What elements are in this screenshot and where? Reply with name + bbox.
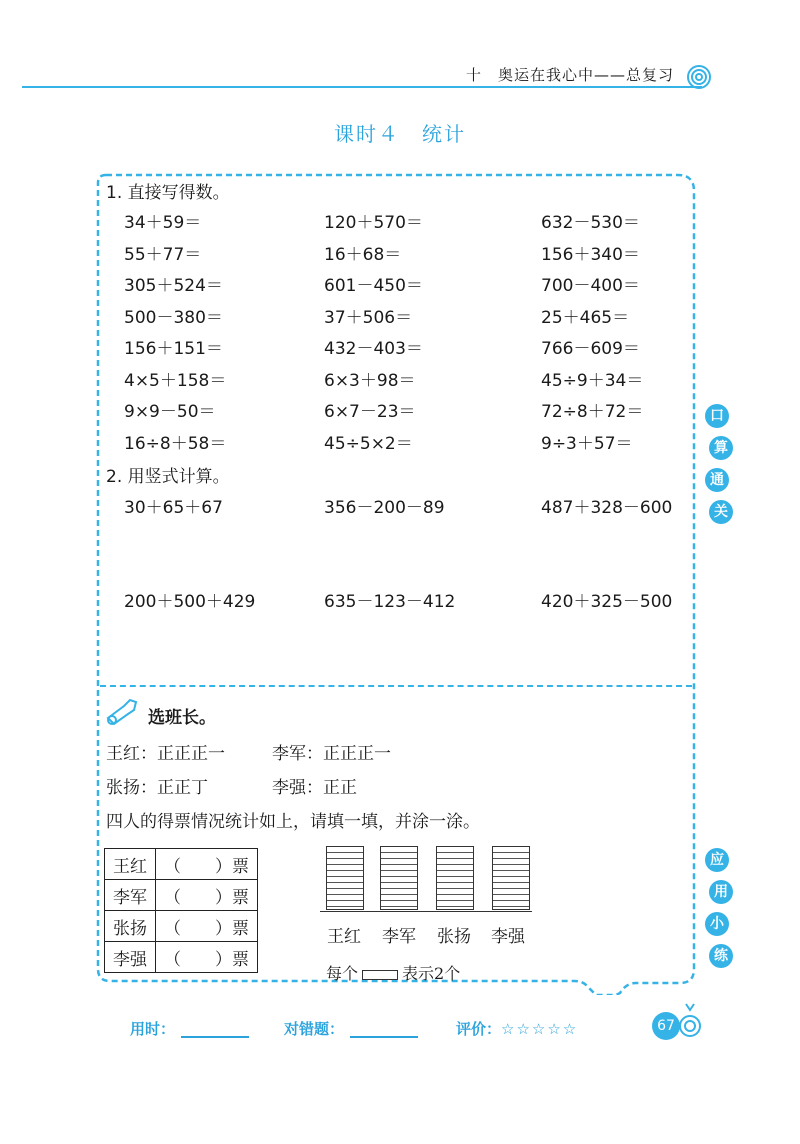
- side-tab-char: 算: [709, 436, 733, 460]
- candidate-name: 王红: [105, 849, 156, 880]
- section1-heading: 1. 直接写得数。: [106, 183, 230, 203]
- vertical-problem: 30＋65＋67: [124, 498, 223, 518]
- side-tab-char: 口: [705, 404, 729, 428]
- correct-field: [284, 1018, 418, 1039]
- math-expression: 6×3＋98＝: [324, 370, 416, 391]
- math-expression: 4×5＋158＝: [124, 370, 227, 391]
- math-expression: 9×9－50＝: [124, 402, 216, 422]
- vote-tally: 李强：正正: [272, 778, 357, 798]
- math-expression: 500－380＝: [124, 307, 223, 328]
- math-expression: 766－609＝: [541, 339, 640, 359]
- vote-table: [104, 848, 258, 973]
- math-expression: 632－530＝: [541, 213, 640, 233]
- vertical-problem: 356－200－89: [324, 498, 445, 518]
- trumpet-icon: [104, 696, 140, 726]
- math-expression: 6×7－23＝: [324, 402, 416, 422]
- vote-tally: 王红：正正正一: [106, 744, 225, 764]
- vertical-problem: 635－123－412: [324, 592, 456, 612]
- side-tab-char: 用: [709, 880, 733, 904]
- math-expression: 432－403＝: [324, 339, 423, 359]
- vote-bar[interactable]: [380, 846, 418, 910]
- vote-bar[interactable]: [436, 846, 474, 910]
- rating-field: [456, 1018, 578, 1039]
- correct-label: 对错题：: [284, 1020, 345, 1038]
- header-rule: [22, 86, 702, 88]
- math-expression: 156＋340＝: [541, 244, 640, 265]
- time-field: [130, 1018, 249, 1039]
- bar-label: 张扬: [437, 927, 471, 947]
- page-number: 67: [652, 1012, 680, 1040]
- math-expression: 305＋524＝: [124, 276, 223, 296]
- section2-heading: 2. 用竖式计算。: [106, 467, 230, 487]
- section-divider: [100, 685, 692, 687]
- vertical-problem: 487＋328－600: [541, 498, 673, 518]
- legend-suffix: 表示2个: [402, 964, 461, 983]
- side-tab-char: 练: [709, 944, 733, 968]
- rating-label: 评价：: [456, 1020, 502, 1038]
- candidate-name: 李军: [105, 880, 156, 911]
- bar-label: 李军: [382, 927, 416, 947]
- vote-bar[interactable]: [492, 846, 530, 910]
- rating-stars[interactable]: ☆☆☆☆☆: [501, 1020, 579, 1038]
- time-label: 用时：: [130, 1020, 176, 1038]
- legend: [326, 961, 460, 984]
- vote-tally: 李军：正正正一: [272, 744, 391, 764]
- chapter-title: 十 奥运在我心中——总复习: [466, 66, 675, 84]
- math-expression: 156＋151＝: [124, 339, 223, 359]
- side-tab-char: 小: [705, 912, 729, 936]
- vertical-problem: 200＋500＋429: [124, 592, 256, 612]
- table-row: [105, 942, 258, 973]
- math-expression: 55＋77＝: [124, 244, 202, 265]
- bar-label: 王红: [327, 927, 361, 947]
- application-heading: 选班长。: [148, 708, 216, 728]
- math-expression: 72÷8＋72＝: [541, 402, 644, 422]
- table-row: [105, 880, 258, 911]
- math-expression: 9÷3＋57＝: [541, 433, 633, 454]
- correct-blank[interactable]: [350, 1022, 418, 1038]
- math-expression: 601－450＝: [324, 276, 423, 296]
- side-tab-char: 关: [709, 500, 733, 524]
- vote-blank[interactable]: （ ）票: [156, 911, 258, 942]
- time-blank[interactable]: [181, 1022, 249, 1038]
- math-expression: 34＋59＝: [124, 213, 202, 233]
- instruction-text: 四人的得票情况统计如上，请填一填，并涂一涂。: [106, 812, 480, 832]
- vote-bar[interactable]: [326, 846, 364, 910]
- vote-blank[interactable]: （ ）票: [156, 849, 258, 880]
- bar-baseline: [320, 911, 532, 912]
- math-expression: 120＋570＝: [324, 213, 423, 233]
- table-row: [105, 911, 258, 942]
- table-row: [105, 849, 258, 880]
- legend-unit-box: [362, 970, 398, 980]
- snail-icon: [676, 1000, 706, 1040]
- math-expression: 45÷9＋34＝: [541, 370, 644, 391]
- vote-tally: 张扬：正正丁: [106, 778, 208, 798]
- candidate-name: 李强: [105, 942, 156, 973]
- page-title: 课时４ 统计: [334, 122, 466, 146]
- vote-blank[interactable]: （ ）票: [156, 942, 258, 973]
- vertical-problem: 420＋325－500: [541, 592, 673, 612]
- candidate-name: 张扬: [105, 911, 156, 942]
- legend-prefix: 每个: [326, 964, 359, 983]
- math-expression: 37＋506＝: [324, 307, 413, 328]
- side-tab-char: 通: [705, 468, 729, 492]
- side-tab-char: 应: [705, 848, 729, 872]
- math-expression: 25＋465＝: [541, 307, 630, 328]
- math-expression: 700－400＝: [541, 276, 640, 296]
- math-expression: 16÷8＋58＝: [124, 433, 227, 454]
- math-expression: 45÷5×2＝: [324, 433, 413, 454]
- bar-label: 李强: [491, 927, 525, 947]
- math-expression: 16＋68＝: [324, 244, 402, 265]
- vote-blank[interactable]: （ ）票: [156, 880, 258, 911]
